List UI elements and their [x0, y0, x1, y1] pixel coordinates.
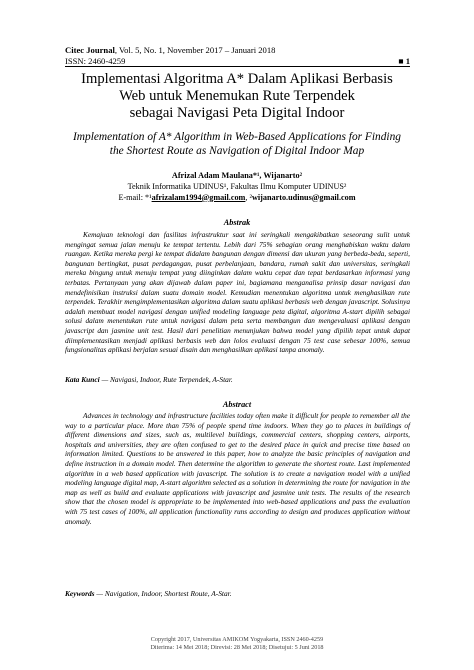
abstract-body: Advances in technology and infrastructure facilities today often make it difficult for people to remember all the way to a particular place. More than 75% of people spend time indoors. When they go to places in buildings of different dimensions and sizes, such as, multilevel buildings, commercial centers, shopping centers, airports, hospitals and universities, they are often confused to get to the desired place in quick and precise time based on information limited. Questions to be answered in this paper, how to analyze the basic principles of navigation and define instruction in a domain model. Then determine the algorithm to generate the shortest route. Last implemented algorithm in a web based application with javascript. The solution is to create a navigation model with a unified modeling language digital map, A-start algorithm selected as a solution in determining the route for navigation in the map as well as build and evaluate applications with javascript and jasmine unit tests. The results of the research show that the chosen model is appropriate to be implemented into web-based applications and pass the evaluation with 75 test cases of 100%, all application functionality runs according to design and produces application without anomaly.: [65, 411, 410, 526]
keywords: [65, 589, 410, 598]
author-names: Afrizal Adam Maulana*¹, Wijanarto²: [171, 171, 303, 180]
email-separator: , ²: [245, 192, 252, 202]
author-affiliation: Teknik Informatika UDINUS¹, Fakultas Ilmu Komputer UDINUS²: [127, 181, 347, 191]
email-link-2[interactable]: wijanarto.udinus@gmail.com: [251, 192, 356, 202]
title-line: sebagai Navigasi Peta Digital Indoor: [129, 104, 345, 121]
author-emails: [60, 193, 414, 204]
title-line: Web untuk Menemukan Rute Terpendek: [119, 87, 355, 104]
kata-kunci-label: Kata Kunci: [65, 375, 100, 384]
paper-title: [60, 71, 414, 121]
journal-header: [65, 45, 410, 66]
email-link-1[interactable]: afrizalam1994@gmail.com: [151, 192, 246, 202]
english-title-line: the Shortest Route as Navigation of Digital Indoor Map: [109, 145, 365, 158]
header-divider: [65, 66, 410, 67]
abstrak-body: Kemajuan teknologi dan fasilitas infrastruktur saat ini seringkali mengakibatkan seseorang sulit untuk mengingat semua jalan menuju ke tempat tertentu. Lebih dari 75% sebagian orang menghabiskan waktu dalam ruangan. Ketika mereka pergi ke tempat didalam bangunan dengan dimensi dan ukuran yang berbeda-beda, seperti, bangunan bertingkat, pusat perdagangan, pusat perbelanjaan, bandara, rumah sakit dan universitas, seringkali mereka bingung untuk menuju tempat yang diinginkan dalam waktu cepat dan tepat berdasarkan informasi yang terbatas. Pertanyaan yang akan dijawab dalam paper ini, bagiamana menganalisa prinsip dasar navigasi dan mendefinisikan instruksi dalam suatu domain model. Kemudian menentukan algoritma untuk menghasilkan rute terpendek. Terakhir mengimplementasikan algoritma dalam suatu aplikasi berbasis web dengan javascript. Solusinya adalah membuat model navigasi dengan unified modeling language peta digital, algoritma A-start dipilih sebagai solusi dalam menentukan rute untuk navigasi dalam peta serta membangun dan mengevaluasi aplikasi dengan javascript dan jasmine unit test. Hasil dari penelitian menunjukan bahwa model yang dipilih tepat untuk dapat diimplementasikan menjadi aplikasi berbasis web dan lolos evaluasi dengan 75 test case sebesar 100%, semua fungsionalitas aplikasi berjalan sesuai disain dan menghasilkan aplikasi tanpa anomaly.: [65, 230, 410, 355]
keywords-text: — Navigation, Indoor, Shortest Route, A-Star.: [94, 589, 232, 598]
author-block: [60, 171, 414, 203]
english-title: [60, 130, 414, 158]
abstract-heading: Abstract: [222, 400, 252, 409]
footer-copyright: Copyright 2017, Universitas AMIKOM Yogyakarta, ISSN 2460-4259: [150, 636, 324, 643]
footer-dates: Diterima: 14 Mei 2018; Direvisi: 28 Mei 2018; Disetujui: 5 Juni 2018: [150, 644, 324, 651]
email-prefix: E-mail: *¹: [118, 192, 152, 202]
kata-kunci: [65, 375, 410, 384]
abstrak-heading: Abstrak: [223, 218, 251, 227]
issn: ISSN: 2460-4259: [65, 55, 126, 66]
page-number: ■ 1: [398, 55, 410, 66]
english-title-line: Implementation of A* Algorithm in Web-Based Applications for Finding: [73, 131, 401, 143]
title-line: Implementasi Algoritma A* Dalam Aplikasi Berbasis: [81, 71, 393, 87]
kata-kunci-text: — Navigasi, Indoor, Rute Terpendek, A-Star.: [99, 375, 233, 384]
journal-line: [65, 45, 410, 56]
keywords-label: Keywords: [65, 589, 95, 598]
issn-row: [65, 56, 410, 67]
page-footer: [60, 636, 414, 652]
journal-name: Citec Journal: [65, 45, 115, 55]
journal-issue: , Vol. 5, No. 1, November 2017 – Januari 2018: [114, 45, 276, 55]
